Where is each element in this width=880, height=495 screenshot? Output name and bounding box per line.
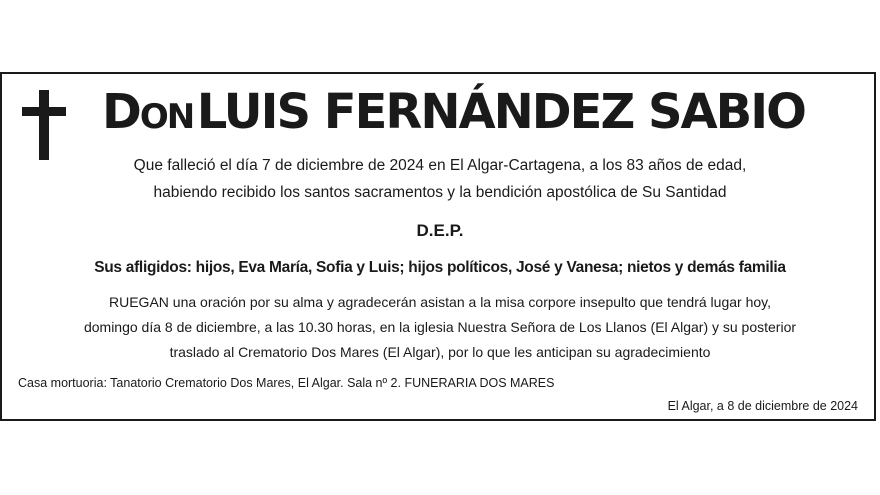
obituary-notice bbox=[0, 72, 876, 421]
request-line-1: RUEGAN una oración por su alma y agradecerán asistan a la misa corpore insepulto que tendrá lugar hoy, bbox=[109, 294, 771, 310]
place-date-line: El Algar, a 8 de diciembre de 2024 bbox=[667, 399, 858, 413]
passing-line-2: habiendo recibido los santos sacramentos y la bendición apostólica de Su Santidad bbox=[153, 184, 727, 201]
request-line-3: traslado al Crematorio Dos Mares (El Algar), por lo que les anticipan su agradecimiento bbox=[169, 344, 711, 360]
dep-label: D.E.P. bbox=[416, 221, 464, 240]
passing-line-1: Que falleció el día 7 de diciembre de 2024 en El Algar-Cartagena, a los 83 años de edad, bbox=[133, 157, 747, 174]
mourners-line: Sus afligidos: hijos, Eva María, Sofia y Luis; hijos políticos, José y Vanesa; nietos y demás familia bbox=[94, 259, 786, 276]
deceased-name: LUIS FERNÁNDEZ SABIO bbox=[196, 84, 805, 140]
latin-cross-icon bbox=[22, 90, 66, 160]
funeral-home-line: Casa mortuoria: Tanatorio Crematorio Dos Mares, El Algar. Sala nº 2. FUNERARIA DOS MARES bbox=[18, 376, 555, 390]
deceased-name-title bbox=[102, 84, 805, 140]
title-prefix: Don bbox=[102, 84, 194, 140]
request-line-2: domingo día 8 de diciembre, a las 10.30 horas, en la iglesia Nuestra Señora de Los Llanos (El Algar) y su posterior bbox=[83, 319, 797, 335]
